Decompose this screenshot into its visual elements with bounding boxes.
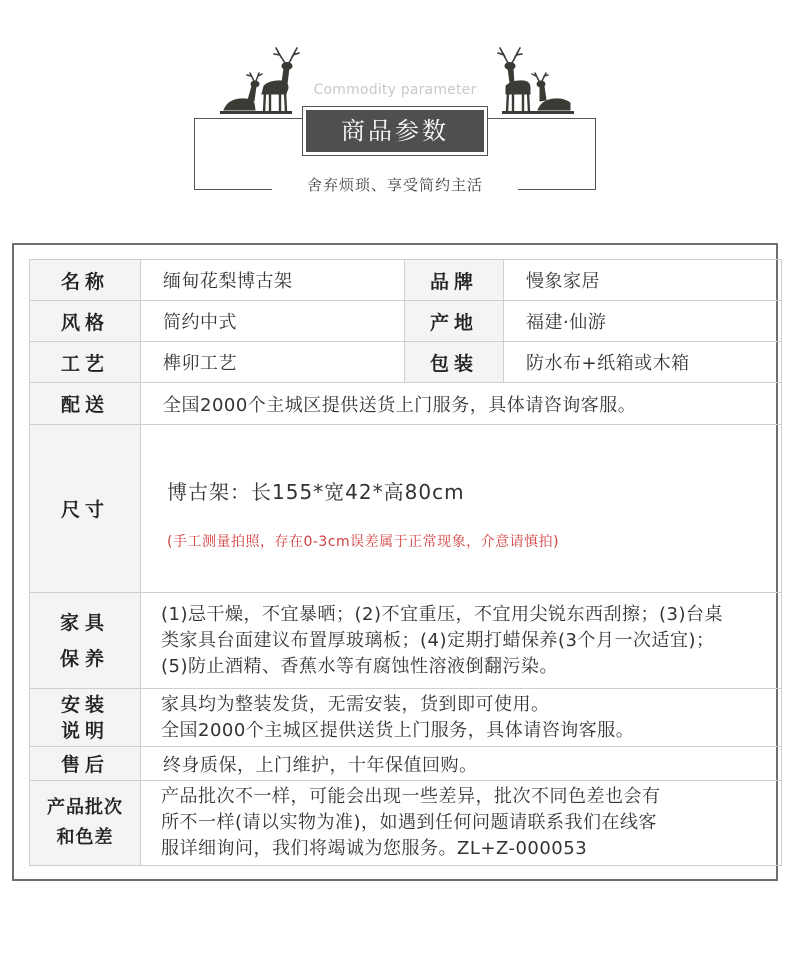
table-row [30,383,782,425]
delivery-value: 全国2000个主城区提供送货上门服务，具体请咨询客服。 [141,383,782,425]
install-label: 安装 说明 [30,689,141,747]
subtitle-english: Commodity parameter [313,82,477,98]
table-row [30,260,782,301]
style-value: 简约中式 [141,301,405,342]
size-label: 尺寸 [30,425,141,593]
spec-table-frame [12,243,778,881]
table-row [30,689,782,747]
table-row [30,747,782,781]
origin-label: 产地 [405,301,504,342]
size-cell [141,425,782,593]
deer-right-icon [480,46,576,116]
craft-label: 工艺 [30,342,141,383]
package-value: 防水布+纸箱或木箱 [504,342,782,383]
brand-value: 慢象家居 [504,260,782,301]
care-value: (1)忌干燥，不宜暴晒；(2)不宜重压，不宜用尖锐东西刮擦；(3)台桌 类家具台面建议布置厚玻璃板；(4)定期打蜡保养(3个月一次适宜)； (5)防止酒精、香蕉水等有腐蚀性溶液倒翻污染。 [141,593,782,689]
delivery-label: 配送 [30,383,141,425]
table-row [30,781,782,866]
package-label: 包装 [405,342,504,383]
after-sales-label: 售后 [30,747,141,781]
craft-value: 榫卯工艺 [141,342,405,383]
name-value: 缅甸花梨博古架 [141,260,405,301]
after-sales-value: 终身质保，上门维护，十年保值回购。 [141,747,782,781]
table-row [30,425,782,593]
table-row [30,301,782,342]
care-label: 家具 保养 [30,593,141,689]
batch-label: 产品批次 和色差 [30,781,141,866]
parameter-header [0,0,790,210]
style-label: 风格 [30,301,141,342]
table-row [30,342,782,383]
spec-table [29,259,782,866]
deer-left-icon [218,46,314,116]
size-note: (手工测量拍照，存在0-3cm误差属于正常现象，介意请慎拍) [167,534,560,550]
title-box [302,106,488,156]
batch-value: 产品批次不一样，可能会出现一些差异，批次不同色差也会有 所不一样(请以实物为准)，如遇到任何问题请联系我们在线客 服详细询问，我们将竭诚为您服务。ZL+Z-000053 [141,781,782,866]
origin-value: 福建·仙游 [504,301,782,342]
name-label: 名称 [30,260,141,301]
brand-label: 品牌 [405,260,504,301]
install-value: 家具均为整装发货，无需安装，货到即可使用。 全国2000个主城区提供送货上门服务，具体请咨询客服。 [141,689,782,747]
slogan: 舍弃烦琐、享受简约主活 [306,176,483,194]
section-title: 商品参数 [306,110,484,152]
table-row [30,593,782,689]
size-value: 博古架：长155*宽42*高80cm [167,480,465,504]
